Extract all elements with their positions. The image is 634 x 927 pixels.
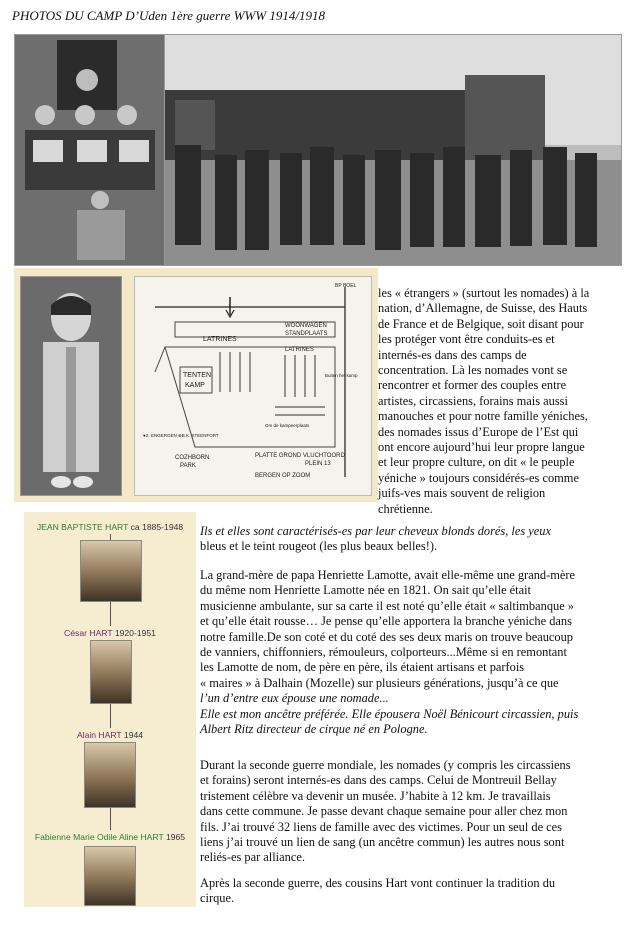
map-label-dutch-note2: Buiten het kamp [325, 373, 358, 378]
tree-years: ca 1885-1948 [130, 522, 184, 532]
para-line: cirque. [200, 891, 235, 906]
intro-line: les protéger vont être conduits-es et [378, 332, 555, 347]
intro-line: yéniche » toujours considérés-es comme [378, 470, 579, 485]
map-label-bergen: BERGEN OP ZOOM [255, 473, 311, 479]
para-line: notre famille.De son coté et du coté des ses deux maris on trouve beaucoup [200, 629, 573, 644]
tree-photo-2 [90, 640, 132, 704]
tree-entry-3 [24, 730, 196, 740]
family-tree [24, 512, 196, 907]
intro-line: juifs-ves mais souvent de religion [378, 486, 546, 501]
para-line: dans cette commune. Je passe devant chaque semaine pour aller chez mon [200, 804, 568, 819]
para-line: de vanniers, chiffonniers, rémouleurs, colporteurs...Même si en remontant [200, 645, 567, 660]
para-line: fils. J’ai trouvé 32 liens de famille avec des victimes. Pour un seul de ces [200, 819, 562, 834]
tree-photo-3 [84, 742, 136, 808]
tree-name: JEAN BAPTISTE HART [36, 522, 129, 532]
para-line: bleus et le teint rougeot (les plus beaux belles!). [200, 539, 438, 554]
intro-line: internés-es dans des camps de [378, 347, 527, 362]
map-label-platte-grond: PLATTE GROND VLUCHTOORD [255, 453, 345, 459]
map-label-standplaats: STANDPLAATS [285, 331, 328, 337]
intro-line: rencontrer et former des couples entre [378, 378, 567, 393]
para-line: La grand-mère de papa Henriette Lamotte, avait elle-même une grand-mère [200, 568, 575, 582]
intro-line: ont encore aujourd’hui leur propre langue [378, 440, 585, 455]
para-ww2 [200, 758, 630, 866]
tree-years: 1920-1951 [114, 628, 156, 638]
map-label-cozhborn: COZHBORN [175, 455, 210, 461]
para-line: et forains) seront internés-es dans des camps. Celui de Montreuil Bellay [200, 773, 557, 788]
para-line: du même nom Henriette Lamotte née en 1821. On sait qu’elle était [200, 583, 531, 598]
para-line: reliés-es par alliance. [200, 850, 305, 865]
map-label-park: PARK [180, 463, 196, 469]
intro-line: des nomades issus d’Europe de l’Est qui [378, 424, 579, 439]
para-grandmother [200, 568, 630, 737]
map-label-latrines-top: LATRINES [203, 336, 237, 343]
tree-years: 1944 [123, 730, 144, 740]
para-line: Durant la seconde guerre mondiale, les nomades (y compris les circassiens [200, 758, 571, 772]
map-label-tenten: TENTEN [183, 372, 211, 379]
map-label-corner: BP BOEL [335, 283, 357, 289]
map-label-kamp: KAMP [185, 382, 205, 389]
photo-musicians [14, 34, 166, 266]
para-line: Albert Ritz directeur de cirque né en Pologne. [200, 722, 428, 737]
intro-line: concentration. Là les nomades vont se [378, 363, 568, 378]
photo-child-frame [14, 268, 128, 502]
photo-map-frame [128, 268, 378, 502]
photo-map [134, 276, 372, 496]
para-line: Ils et elles sont caractérisés-es par leur cheveux blonds dorés, les yeux [200, 524, 551, 538]
map-label-latrines-side: LATRINES [285, 347, 314, 353]
tree-name: Alain HART [76, 730, 122, 740]
tree-years: 1965 [165, 832, 186, 842]
para-line: et qu’elle était rousse… Je pense qu’elle apportera la branche yéniche dans [200, 614, 572, 629]
para-line: musicienne ambulante, sur sa carte il est noté qu’elle était « saltimbanque » [200, 598, 575, 613]
intro-line: manouches et pour notre famille yéniches, [378, 409, 588, 424]
photo-child [20, 276, 122, 496]
map-label-plein: PLEIN 13 [305, 461, 331, 467]
para-line: les Lamotte de nom, de père en père, ils étaient artisans et parfois [200, 660, 525, 675]
para-after [200, 876, 630, 907]
map-label-woonwagen: WOONWAGEN [285, 323, 327, 329]
intro-line: les « étrangers » (surtout les nomades) à la [378, 286, 590, 300]
para-line: liens j’ai trouvé un lien de sang (un ancêtre commun) les autres nous sont [200, 835, 565, 850]
page-title: PHOTOS DU CAMP D’Uden 1ère guerre WWW 1914/1918 [12, 8, 326, 23]
para-line: Elle est mon ancêtre préférée. Elle épousera Noël Bénicourt circassien, puis [200, 706, 579, 721]
intro-line: artistes, circassiens, forains mais aussi [378, 393, 568, 408]
tree-photo-1 [80, 540, 142, 602]
map-label-dutch-note1: Om de kampeerplaats [265, 423, 310, 428]
map-legend: ●Z. ENGERGEN ⊕B.K. STEENFORT [143, 433, 219, 438]
intro-line: de France et de Belgique, soit disant pour [378, 316, 584, 331]
para-line: « maires » à Dalhain (Mozelle) sur plusieurs générations, jusqu’à ce que [200, 675, 559, 690]
para-line: Après la seconde guerre, des cousins Hart vont continuer la tradition du [200, 876, 556, 890]
photo-crowd [164, 34, 622, 266]
intro-line: nation, d’Allemagne, de Suisse, des Hauts [378, 301, 588, 316]
intro-line: et leur propre culture, on dit « le peuple [378, 455, 575, 470]
intro-line: chrétienne. [378, 501, 433, 516]
intro-text [378, 286, 628, 517]
tree-entry-1 [24, 522, 196, 532]
para-blond [200, 524, 630, 555]
tree-entry-2 [24, 628, 196, 638]
para-line: l’un d’entre eux épouse une nomade... [200, 691, 389, 706]
para-line: tristement célèbre va devenir un musée. J’habite à 12 km. Je travaillais [200, 788, 551, 803]
tree-name: Fabienne Marie Odile Aline HART [34, 832, 164, 842]
tree-photo-4 [84, 846, 136, 906]
tree-name: César HART [64, 628, 113, 638]
tree-entry-4 [24, 832, 196, 842]
